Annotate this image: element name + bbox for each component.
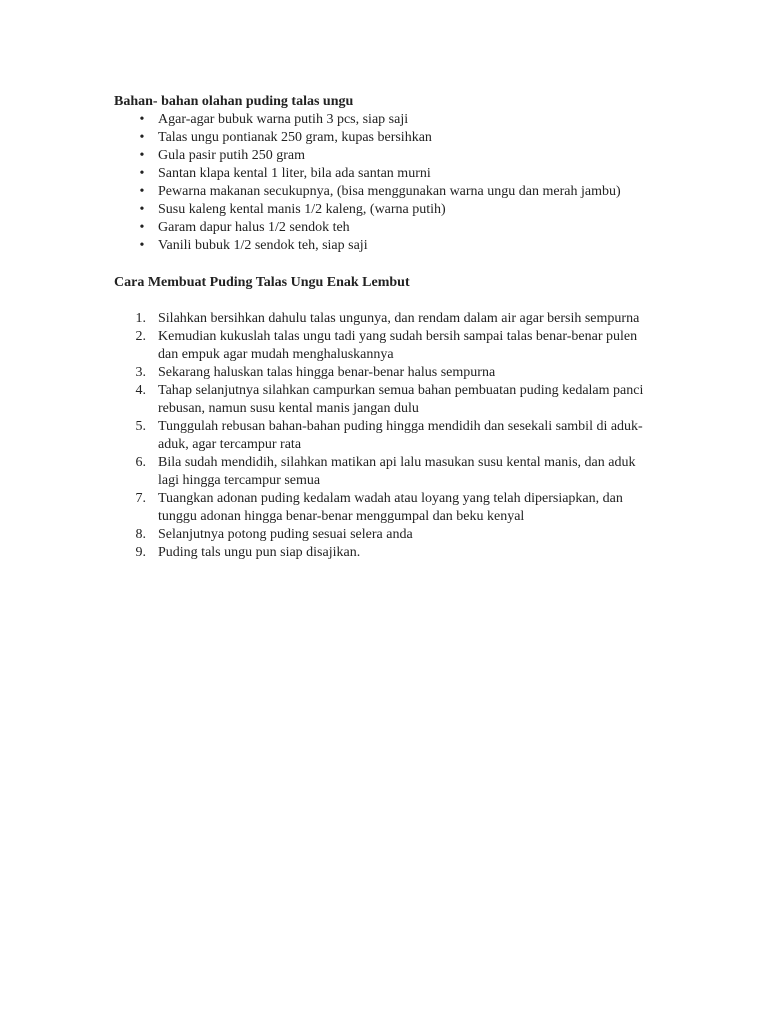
step-text: Silahkan bersihkan dahulu talas ungunya, dan rendam dalam air agar bersih sempurna — [158, 311, 640, 326]
ingredient-item — [114, 201, 654, 219]
ingredient-item — [114, 183, 654, 201]
ingredient-item — [114, 147, 654, 165]
ingredient-text: Vanili bubuk 1/2 sendok teh, siap saji — [158, 238, 368, 253]
bullet-icon: • — [139, 220, 145, 235]
bullet-icon: • — [139, 130, 145, 145]
ingredient-item — [114, 111, 654, 129]
step-number: 1. — [135, 311, 146, 326]
step-number: 6. — [135, 455, 146, 470]
step-text: Sekarang haluskan talas hingga benar-benar halus sempurna — [158, 365, 496, 380]
step-text: Kemudian kukuslah talas ungu tadi yang sudah bersih sampai talas benar-benar pulen dan empuk agar mudah menghaluskannya — [158, 329, 638, 362]
ingredients-list — [114, 111, 654, 255]
ingredient-text: Garam dapur halus 1/2 sendok teh — [158, 220, 350, 235]
ingredients-heading: Bahan- bahan olahan puding talas ungu — [114, 94, 354, 109]
bullet-icon: • — [139, 184, 145, 199]
ingredient-item — [114, 237, 654, 255]
ingredient-item — [114, 129, 654, 147]
bullet-icon: • — [139, 202, 145, 217]
step-item — [114, 364, 654, 382]
ingredient-text: Susu kaleng kental manis 1/2 kaleng, (warna putih) — [158, 202, 446, 217]
step-text: Tuangkan adonan puding kedalam wadah atau loyang yang telah dipersiapkan, dan tunggu adonan hingga benar-benar menggumpal dan beku kenyal — [158, 491, 623, 524]
step-number: 8. — [135, 527, 146, 542]
step-number: 5. — [135, 419, 146, 434]
step-text: Tahap selanjutnya silahkan campurkan semua bahan pembuatan puding kedalam panci rebusan, namun susu kental manis jangan dulu — [158, 383, 644, 416]
step-item — [114, 544, 654, 562]
step-number: 9. — [135, 545, 146, 560]
step-item — [114, 382, 654, 418]
step-text: Tunggulah rebusan bahan-bahan puding hingga mendidih dan sesekali sambil di aduk-aduk, agar tercampur rata — [158, 419, 643, 452]
step-item — [114, 454, 654, 490]
step-item — [114, 310, 654, 328]
ingredient-text: Talas ungu pontianak 250 gram, kupas bersihkan — [158, 130, 432, 145]
steps-list — [114, 310, 654, 562]
steps-heading: Cara Membuat Puding Talas Ungu Enak Lembut — [114, 275, 410, 290]
ingredient-item — [114, 165, 654, 183]
ingredient-text: Santan klapa kental 1 liter, bila ada santan murni — [158, 166, 431, 181]
ingredient-item — [114, 219, 654, 237]
step-item — [114, 490, 654, 526]
step-item — [114, 418, 654, 454]
step-number: 4. — [135, 383, 146, 398]
step-number: 2. — [135, 329, 146, 344]
document-content — [114, 93, 654, 562]
step-number: 7. — [135, 491, 146, 506]
bullet-icon: • — [139, 166, 145, 181]
step-text: Bila sudah mendidih, silahkan matikan api lalu masukan susu kental manis, dan aduk lagi hingga tercampur semua — [158, 455, 636, 488]
bullet-icon: • — [139, 112, 145, 127]
step-number: 3. — [135, 365, 146, 380]
bullet-icon: • — [139, 148, 145, 163]
step-item — [114, 526, 654, 544]
step-text: Selanjutnya potong puding sesuai selera anda — [158, 527, 413, 542]
ingredient-text: Agar-agar bubuk warna putih 3 pcs, siap saji — [158, 112, 409, 127]
ingredient-text: Gula pasir putih 250 gram — [158, 148, 305, 163]
bullet-icon: • — [139, 238, 145, 253]
step-item — [114, 328, 654, 364]
step-text: Puding tals ungu pun siap disajikan. — [158, 545, 361, 560]
ingredient-text: Pewarna makanan secukupnya, (bisa menggunakan warna ungu dan merah jambu) — [158, 184, 621, 199]
